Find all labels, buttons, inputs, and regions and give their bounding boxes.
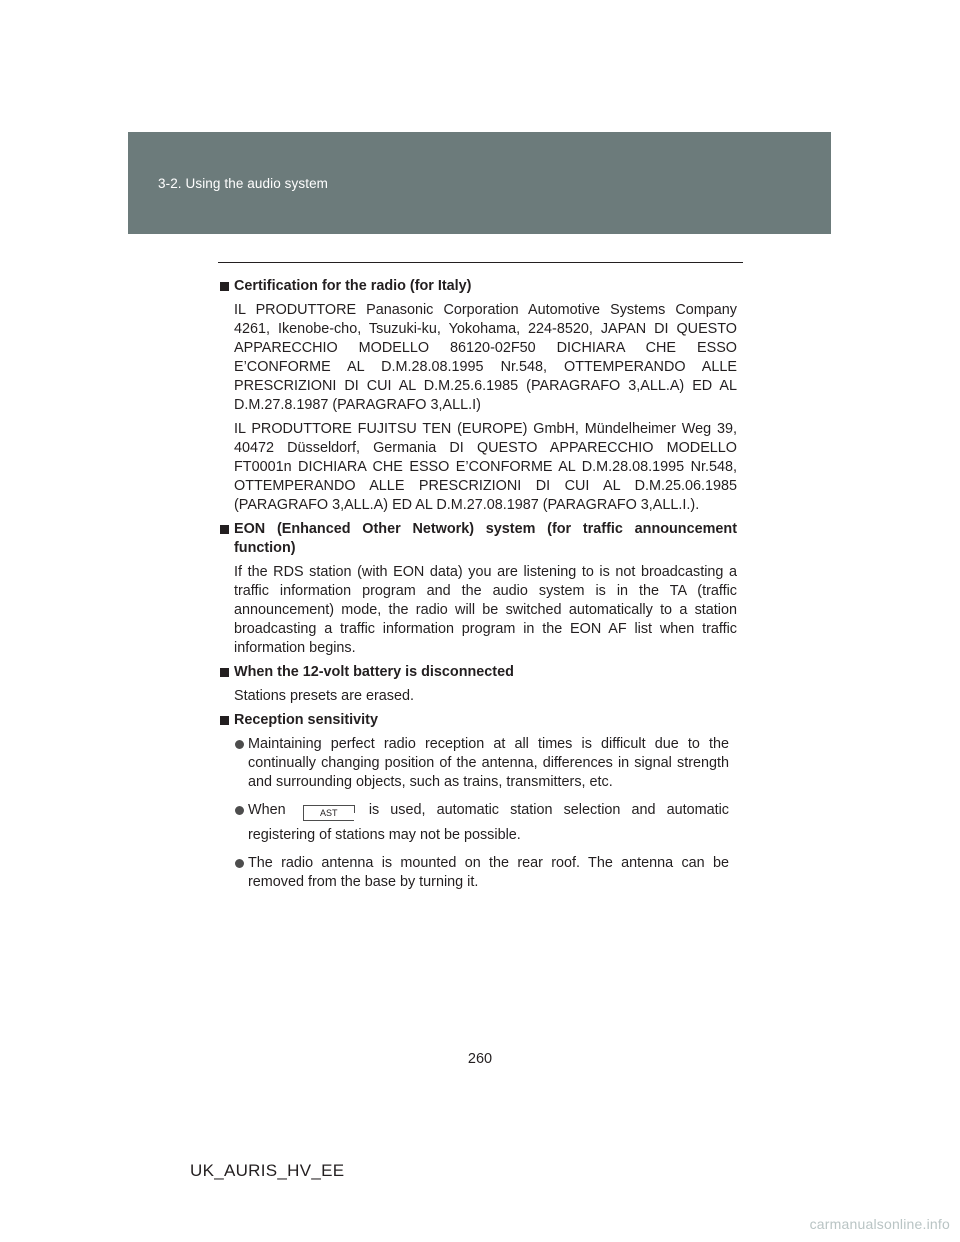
bullet-text: The radio antenna is mounted on the rear roof. The antenna can be removed from the base by turning it.	[248, 855, 729, 890]
heading-battery-disconnected	[220, 663, 737, 682]
page-content	[220, 277, 737, 898]
section-header-band	[128, 132, 831, 234]
ast-button-icon: AST	[303, 805, 354, 821]
bullet-text-start: When	[248, 802, 286, 818]
heading-text: EON (Enhanced Other Network) system (for traffic announcement function)	[234, 521, 737, 556]
paragraph-fujitsu: IL PRODUTTORE FUJITSU TEN (EUROPE) GmbH, Mündelheimer Weg 39, 40472 Düsseldorf, Germania DI QUESTO APPARECCHIO MODELLO FT0001n DICHIARA CHE ESSO E’CONFORME AL D.M.28.08.1995 Nr.548, OTTEMPERANDO ALLE PRESCRIZIONI DI CUI AL D.M.25.06.1985 (PARAGRAFO 3,ALL.A) ED AL D.M.27.08.1987 (PARAGRAFO 3,ALL.I.).	[234, 421, 737, 513]
section-title: 3-2. Using the audio system	[158, 176, 329, 191]
heading-text: Certification for the radio (for Italy)	[234, 278, 472, 294]
square-bullet-icon	[220, 716, 229, 725]
page-number: 260	[467, 1051, 493, 1067]
round-bullet-icon	[235, 806, 244, 815]
paragraph-battery: Stations presets are erased.	[234, 688, 414, 704]
bullet-antenna	[234, 854, 737, 892]
heading-text: Reception sensitivity	[234, 712, 378, 728]
square-bullet-icon	[220, 668, 229, 677]
heading-text: When the 12-volt battery is disconnected	[234, 664, 514, 680]
bullet-reception-difficulty	[234, 735, 737, 792]
heading-eon-system	[220, 520, 737, 558]
square-bullet-icon	[220, 282, 229, 291]
heading-reception-sensitivity	[220, 711, 737, 730]
bullet-text-end: is used, automatic station selection and automatic registering of stations may not be possible.	[248, 802, 730, 843]
watermark: carmanualsonline.info	[809, 1216, 950, 1232]
document-code: UK_AURIS_HV_EE	[190, 1161, 345, 1180]
round-bullet-icon	[235, 740, 244, 749]
paragraph-panasonic: IL PRODUTTORE Panasonic Corporation Automotive Systems Company 4261, Ikenobe-cho, Tsuzuki-ku, Yokohama, 224-8520, JAPAN DI QUESTO APPARECCHIO MODELLO 86120-02F50 DICHIARA CHE ESSO E’CONFORME AL D.M.28.08.1995 Nr.548, OTTEMPERANDO ALLE PRESCRIZIONI DI CUI AL D.M.25.6.1985 (PARAGRAFO 3,ALL.A) ED AL D.M.27.8.1987 (PARAGRAFO 3,ALL.I)	[234, 302, 737, 413]
square-bullet-icon	[220, 525, 229, 534]
round-bullet-icon	[235, 859, 244, 868]
header-rule	[218, 262, 743, 263]
bullet-text: Maintaining perfect radio reception at all times is difficult due to the continually changing position of the antenna, differences in signal strength and surrounding objects, such as trains, transmitters, etc.	[248, 736, 729, 790]
bullet-ast-button	[234, 798, 737, 848]
paragraph-eon: If the RDS station (with EON data) you are listening to is not broadcasting a traffic information program and the audio system is in the TA (traffic announcement) mode, the radio will be switched automatically to a station broadcasting a traffic information program in the EON AF list when traffic information begins.	[234, 564, 737, 656]
heading-italy-certification	[220, 277, 737, 296]
